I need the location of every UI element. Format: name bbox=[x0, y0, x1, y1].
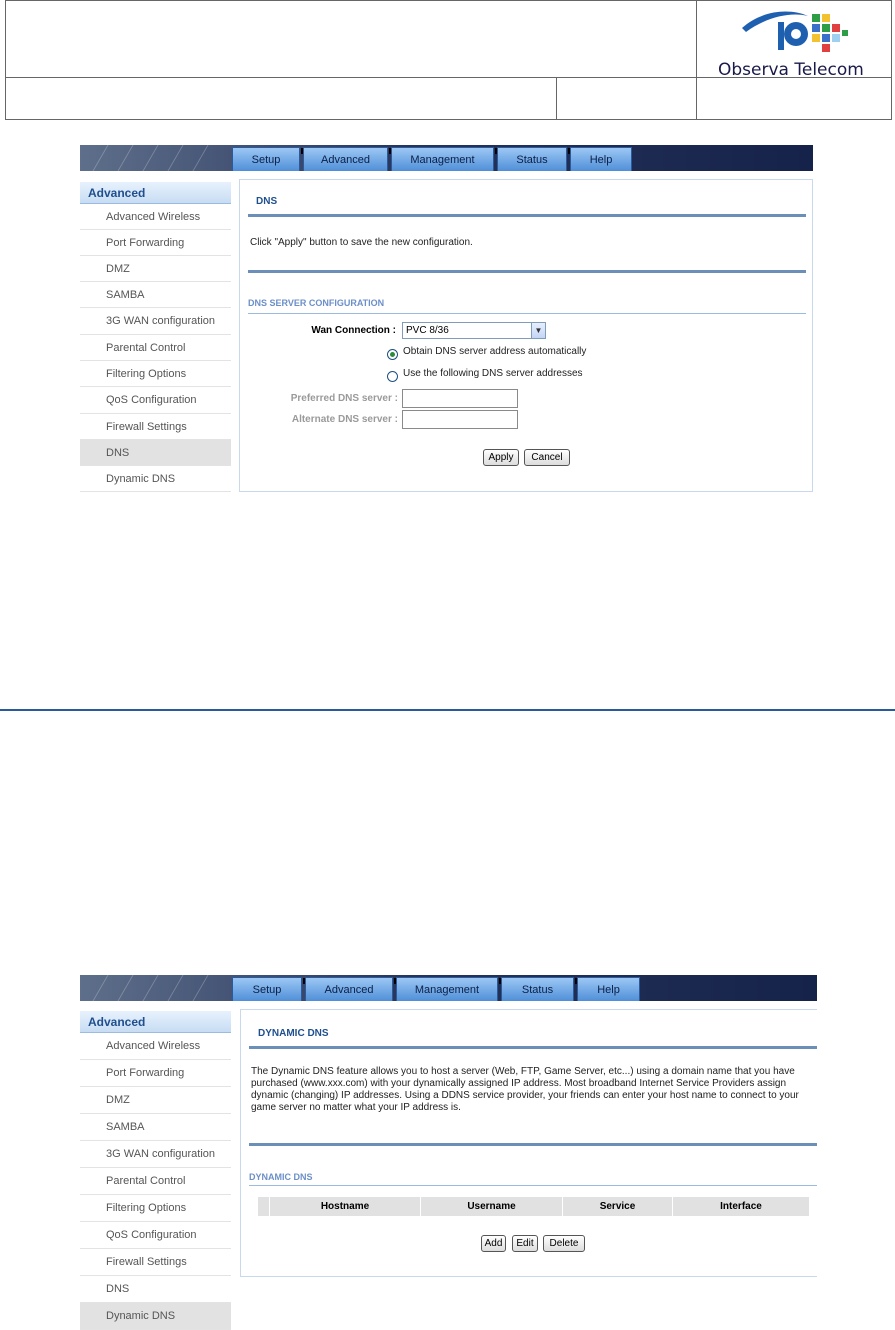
section-title: DYNAMIC DNS bbox=[249, 1172, 313, 1182]
tab-help[interactable]: Help bbox=[570, 147, 632, 171]
tab-status[interactable]: Status bbox=[501, 977, 574, 1001]
page-description: Click "Apply" button to save the new configuration. bbox=[250, 237, 473, 248]
description-divider bbox=[249, 1143, 817, 1146]
column-username: Username bbox=[421, 1197, 563, 1216]
dns-panel bbox=[239, 179, 813, 492]
page-description bbox=[251, 1066, 816, 1114]
title-divider bbox=[248, 214, 806, 217]
dynamic-dns-panel bbox=[240, 1009, 817, 1277]
title-divider bbox=[249, 1046, 817, 1049]
sidebar-item-firewall[interactable]: Firewall Settings bbox=[80, 1249, 231, 1276]
section-divider bbox=[248, 313, 806, 314]
top-tabs bbox=[232, 147, 635, 171]
description-line: purchased (www.xxx.com) with your dynamically assigned IP address. Most broadband Internet Service Providers assign bbox=[251, 1078, 787, 1089]
wan-connection-label: Wan Connection : bbox=[311, 325, 396, 336]
chevron-down-icon: ▼ bbox=[531, 323, 545, 338]
description-line: The Dynamic DNS feature allows you to host a server (Web, FTP, Game Server, etc...) using a domain name that you have bbox=[251, 1066, 795, 1077]
page-title: DNS bbox=[256, 196, 278, 207]
alternate-dns-label: Alternate DNS server : bbox=[291, 414, 398, 425]
observa-logo bbox=[712, 4, 882, 78]
page-title: DYNAMIC DNS bbox=[258, 1028, 329, 1039]
sidebar-item-parental-control[interactable]: Parental Control bbox=[80, 1168, 231, 1195]
tab-status[interactable]: Status bbox=[497, 147, 567, 171]
eye-logo-icon bbox=[712, 4, 882, 60]
sidebar-item-3g-wan[interactable]: 3G WAN configuration bbox=[80, 1141, 231, 1168]
wan-connection-select[interactable] bbox=[402, 322, 546, 339]
sidebar-item-filtering-options[interactable]: Filtering Options bbox=[80, 361, 231, 387]
section-rule bbox=[0, 709, 895, 711]
sidebar-heading: Advanced bbox=[80, 182, 231, 204]
edit-button[interactable]: Edit bbox=[512, 1235, 538, 1252]
description-line: dynamic (changing) IP addresses. Using a DDNS service provider, your friends can enter your host name to connect to your bbox=[251, 1090, 799, 1101]
section-title: DNS SERVER CONFIGURATION bbox=[248, 298, 385, 308]
tab-management[interactable]: Management bbox=[391, 147, 494, 171]
radio-obtain-auto-label: Obtain DNS server address automatically bbox=[403, 346, 587, 357]
sidebar bbox=[80, 182, 231, 492]
tab-setup[interactable]: Setup bbox=[232, 977, 302, 1001]
preferred-dns-label: Preferred DNS server : bbox=[290, 393, 398, 404]
header-page-cell bbox=[696, 77, 892, 120]
table-header-spacer bbox=[258, 1197, 270, 1216]
sidebar-item-dmz[interactable]: DMZ bbox=[80, 256, 231, 282]
radio-use-following-label: Use the following DNS server addresses bbox=[403, 368, 583, 379]
sidebar-item-samba[interactable]: SAMBA bbox=[80, 1114, 231, 1141]
sidebar-heading: Advanced bbox=[80, 1011, 231, 1033]
tab-management[interactable]: Management bbox=[396, 977, 498, 1001]
alternate-dns-input[interactable] bbox=[402, 410, 518, 429]
sidebar-item-port-forwarding[interactable]: Port Forwarding bbox=[80, 1060, 231, 1087]
header-version-cell bbox=[556, 77, 697, 120]
sidebar-item-firewall[interactable]: Firewall Settings bbox=[80, 414, 231, 440]
sidebar-item-advanced-wireless[interactable]: Advanced Wireless bbox=[80, 204, 231, 230]
column-service: Service bbox=[563, 1197, 673, 1216]
sidebar-item-qos[interactable]: QoS Configuration bbox=[80, 387, 231, 414]
sidebar-item-3g-wan[interactable]: 3G WAN configuration bbox=[80, 308, 231, 335]
sidebar-item-dns[interactable]: DNS bbox=[80, 440, 231, 466]
sidebar bbox=[80, 1011, 231, 1330]
sidebar-item-dmz[interactable]: DMZ bbox=[80, 1087, 231, 1114]
sidebar-item-dns[interactable]: DNS bbox=[80, 1276, 231, 1303]
dns-screenshot bbox=[80, 145, 813, 492]
header-subtitle-cell bbox=[5, 77, 557, 120]
add-button[interactable]: Add bbox=[481, 1235, 506, 1252]
header-title-cell bbox=[5, 0, 697, 78]
radio-use-following[interactable] bbox=[387, 371, 398, 382]
ddns-table-header bbox=[258, 1197, 809, 1216]
sidebar-item-qos[interactable]: QoS Configuration bbox=[80, 1222, 231, 1249]
sidebar-item-filtering-options[interactable]: Filtering Options bbox=[80, 1195, 231, 1222]
radio-obtain-auto[interactable] bbox=[387, 349, 398, 360]
tab-setup[interactable]: Setup bbox=[232, 147, 300, 171]
apply-button[interactable]: Apply bbox=[483, 449, 519, 466]
sidebar-item-dynamic-dns[interactable]: Dynamic DNS bbox=[80, 1303, 231, 1330]
top-tabs bbox=[232, 977, 643, 1001]
cancel-button[interactable]: Cancel bbox=[524, 449, 570, 466]
description-divider bbox=[248, 270, 806, 273]
sidebar-item-dynamic-dns[interactable]: Dynamic DNS bbox=[80, 466, 231, 492]
delete-button[interactable]: Delete bbox=[543, 1235, 585, 1252]
dynamic-dns-screenshot bbox=[80, 975, 817, 1330]
sidebar-item-samba[interactable]: SAMBA bbox=[80, 282, 231, 308]
logo-text: Observa Telecom bbox=[718, 60, 864, 80]
section-divider bbox=[249, 1185, 817, 1186]
column-interface: Interface bbox=[720, 1201, 762, 1212]
tab-help[interactable]: Help bbox=[577, 977, 640, 1001]
wan-connection-value: PVC 8/36 bbox=[406, 325, 449, 336]
description-line: game server no matter what your IP address is. bbox=[251, 1102, 461, 1113]
preferred-dns-input[interactable] bbox=[402, 389, 518, 408]
sidebar-item-port-forwarding[interactable]: Port Forwarding bbox=[80, 230, 231, 256]
tab-advanced[interactable]: Advanced bbox=[305, 977, 393, 1001]
column-hostname: Hostname bbox=[270, 1197, 421, 1216]
sidebar-item-parental-control[interactable]: Parental Control bbox=[80, 335, 231, 361]
tab-advanced[interactable]: Advanced bbox=[303, 147, 388, 171]
sidebar-item-advanced-wireless[interactable]: Advanced Wireless bbox=[80, 1033, 231, 1060]
